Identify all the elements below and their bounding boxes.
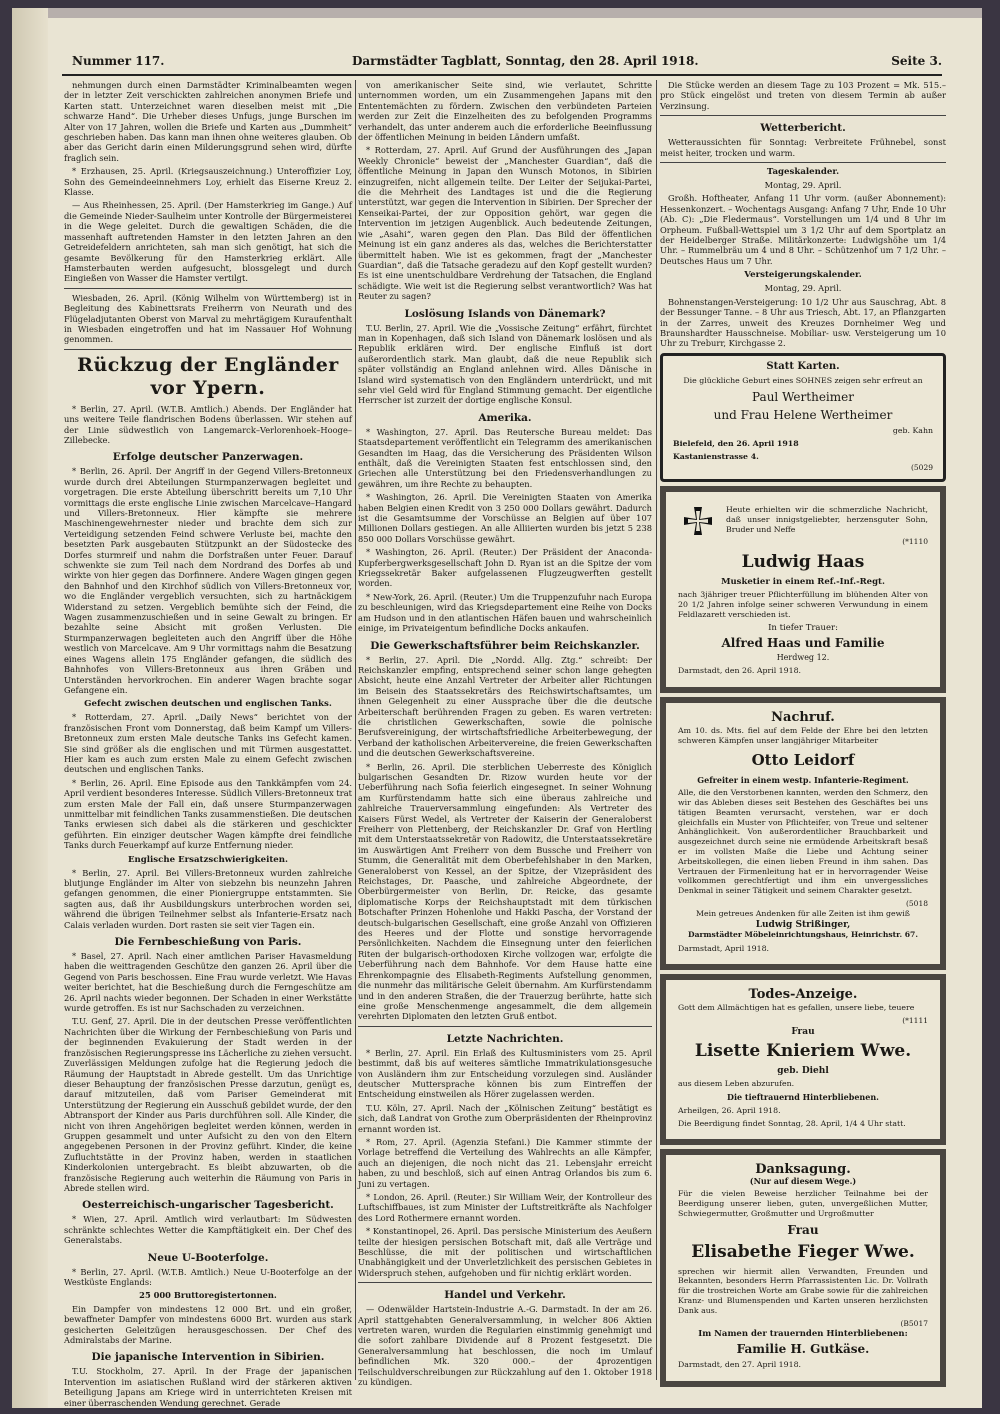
ad-firm: Darmstädter Möbeleinrichtungshaus, Heinrichstr. 67. — [688, 930, 918, 940]
article-text: * Washington, 26. April. Die Vereinigten Staaten von Amerika haben Belgien einen Kredit von 3 250 000 Dollars gewährt. Dadurch ist die Gesamtsumme der Vorschüsse an Belgien auf über 107 Millionen Dollars gestiegen. An alle Alliierten wurden bis jetzt 5 238 850 000 Dollars Vorschüsse gewährt. — [358, 492, 652, 544]
section-heading: Erfolge deutscher Panzerwagen. — [112, 451, 304, 464]
page-binding-edge — [12, 8, 48, 1408]
ad-mourn: In tiefer Trauer: — [768, 622, 838, 633]
birth-announcement — [660, 353, 946, 482]
ad-rank: Gefreiter in einem westp. Infanterie-Regiment. — [697, 774, 909, 785]
ad-name: Otto Leidorf — [751, 750, 855, 769]
ad-number: (5029 — [910, 462, 933, 472]
article-text: * Washington, 26. April. (Reuter.) Der Präsident der Anaconda-Kupferbergwerksgesellschaft John D. Ryan ist an die Spitze der vom Kriegssekretär Baker aufgelassenen Flugzeugwerften gestellt worden. — [358, 547, 652, 589]
article-text: * Basel, 27. April. Nach einer amtlichen Pariser Havasmeldung haben die weittragenden Geschütze den ganzen 26. April über die Gegend von Paris beschossen. Eine Frau wurde verletzt. Wie Havas weiter berichtet, hat die Beschießung durch die Ferngeschütze am 26. April nachts wieder begonnen. Der Schaden in einer Werkstätte wurde getroffen. Es ist nur Sachschaden zu verzeichnen. — [64, 951, 352, 1014]
section-heading: Die Fernbeschießung von Paris. — [114, 936, 302, 949]
article-text: * Berlin, 26. April. Der Angriff in der Gegend Villers-Bretonneux wurde durch drei Abteilungen Sturmpanzerwagen begleitet und vorgetragen. Die erste Abteilung überschritt bereits um 7,10 Uhr vormittags die erste englische Linie zwischen Marcelcave–Hangard und Villers-Bretonneux. Hier kämpfte sie mehrere Maschinengewehrnester nieder und brachte dem sich zur Verteidigung setzenden Feind schwere Verluste bei, machte den besetzten Park ausgebauten Stützpunkt an der Südostecke des Dorfes sturmreif und nahm die Dorfstraßen unter Feuer. Darauf schwenkte sie zum Teil nach dem Nordrand des Dorfes ab und wirkte von hier gegen das Dorfinnere. Andere Wagen gingen gegen den Bahnhof und den Kirchhof südlich von Villers-Bretonneux vor, wo die Engländer vergeblich versuchten, sich zu hartnäckigem Widerstand zu setzen. Vergeblich bemühte sich der Feind, die Wagen zusammenzuschießen und in seine Gewalt zu bringen. Er bezahlte seine Absicht mit großen Verlusten. Die Sturmpanzerwagen begleiteten auch den Angriff über die Höhe westlich von Marcelcave. Am 9 Uhr vormittags nahm die Besatzung eines Wagens allein 175 Engländer gefangen, die südlich des Bahnhofes von Villers-Bretonneux aus ihren Gräben und Unterständen hervorkrochen. Ein anderer Wagen brachte sogar Gefangene ein. — [64, 466, 352, 695]
column-3 — [660, 80, 946, 1380]
tonnage-figure: 25 000 Bruttoregistertonnen. — [139, 1290, 277, 1301]
ad-subtitle: (Nur auf diesem Wege.) — [749, 1175, 857, 1186]
sub-heading: Tageskalender. — [766, 167, 840, 178]
ad-place: Darmstadt, April 1918. — [678, 943, 770, 953]
article-text: T.U. Stockholm, 27. April. In der Frage der japanischen Intervention im asiatischen Rußland wird der stärkeren aktiven Beteiligung Japans am Kriege wird in unterrichteten Kreisen mit einer überraschenden Wendung gerechnet. Gerade — [64, 1366, 352, 1408]
ad-text: nach 3jähriger treuer Pflichterfüllung im blühenden Alter von 20 1/2 Jahren infolge seiner schweren Verwundung in einem Feldlazarett verschieden ist. — [678, 590, 928, 619]
article-text: * Rotterdam, 27. April. Auf Grund der Ausführungen des „Japan Weekly Chronicle“ beweist der „Manchester Guardian“, daß die öffentliche Meinung in Japan den Wunsch Motonos, in Sibirien einzugreifen, nicht allgemein teilte. Der Leiter der Seijukai-Partei, die die Mehrheit des Landtages ist und die die Regierung unterstützt, war gegen die Intervention in Sibirien. Der Sprecher der Kenseikai-Partei, der zur Opposition gehört, war gegen die Intervention im jetzigen Augenblick. Auch bedeutende Zeitungen, wie „Asahi“, waren gegen den Plan. Das Bild der öffentlichen Meinung ist ein ganz anderes als das, welches die Berichterstatter übermittelt haben. Wie ist es gekommen, fragt der „Manchester Guardian“, daß die Tatsache geradezu auf den Kopf gestellt wurden? Es ist eine unentschuldbare Verdrehung der Tatsachen, die England schädigte. Wie weit ist die Regierung selbst verantwortlich? Was hat Reuter zu sagen? — [358, 145, 652, 302]
ad-mourn: Im Namen der trauernden Hinterbliebenen: — [698, 1328, 908, 1339]
article-text: * Berlin, 26. April. Eine Episode aus den Tankkämpfen vom 24. April verdient besonderes Interesse. Südlich Villers-Bretonneux trat zum ersten Male der Fall ein, daß unsere Sturmpanzerwagen unmittelbar mit feindlichen Tanks zusammenstießen. Die deutschen Tanks erwiesen sich dabei als die stärkeren und geschickter geführten. Ein einziger deutscher Wagen kämpfte drei feindliche Tanks durch Feuerkampf auf kurze Entfernung nieder. — [64, 777, 352, 851]
article-text: Die Stücke werden an diesem Tage zu 103 Prozent = Mk. 515.– pro Stück eingelöst und treten von diesem Termin ab außer Verzinsung. — [660, 80, 946, 111]
article-text: Großh. Hoftheater, Anfang 11 Uhr vorm. (außer Abonnement): Hessenkonzert. – Wochentags Ausgang: Anfang 7 Uhr, Ende 10 Uhr (Ab. C): „Die Fledermaus“. Vorstellungen um 1/4 und 8 Uhr im Orpheum. Fußball-Wettspiel um 3 1/2 Uhr auf dem Sportplatz an der Heidelberger Straße. Militärkonzerte: Ludwigshöhe um 1/4 Uhr. – Rummelbräu um 4 und 8 Uhr. – Schützenhof um 7 1/2 Uhr. – Deutsches Haus um 7 Uhr. — [660, 193, 946, 266]
page-header — [62, 54, 942, 74]
ad-place: Bielefeld, den 26. April 1918 — [673, 438, 799, 448]
article-text: * Berlin, 27. April. (W.T.B. Amtlich.) Neue U-Booterfolge an der Westküste Englands: — [64, 1266, 352, 1287]
column-divider — [355, 80, 356, 1380]
ad-burial: Die Beerdigung findet Sonntag, 28. April, 1/4 4 Uhr statt. — [678, 1118, 906, 1128]
masthead-date: Darmstädter Tagblatt, Sonntag, den 28. April 1918. — [352, 54, 699, 68]
ad-street: Herdweg 12. — [776, 652, 830, 662]
ad-text: Für die vielen Beweise herzlicher Teilnahme bei der Beerdigung unserer lieben, guten, unvergeßlichen Mutter, Schwiegermutter, Großmutter und Urgroßmutter — [678, 1189, 928, 1218]
ad-address: Kastanienstrasse 4. — [673, 452, 759, 462]
ad-number: (5018 — [905, 898, 928, 908]
ad-place: Arheilgen, 26. April 1918. — [678, 1105, 781, 1115]
article-text: T.U. Berlin, 27. April. Wie die „Vossische Zeitung“ erfährt, fürchtet man in Kopenhagen, daß sich Island von Dänemark loslösen und als Republik erklären wird. Der englische Einfluß ist dort außerordentlich stark. Man glaubt, daß die neue Republik sich später vollständig an England anlehnen wird. Alles Dänische in Island wird systematisch von den Engländern unterdrückt, und mit sehr viel Geld wird für England Stimmung gemacht. Der eigentliche Herrscher ist zurzeit der dortige englische Konsul. — [358, 322, 652, 406]
divider — [64, 349, 352, 350]
obituary-leidorf — [660, 697, 946, 970]
section-heading: Oesterreichisch-ungarischer Tagesbericht. — [82, 1199, 334, 1212]
article-text: * Berlin, 27. April. Ein Erlaß des Kultusministers vom 25. April bestimmt, daß bis auf weiteres sämtliche Immatrikulationsgesuche von Ausländern ihm zur Entscheidung vorzulegen sind. Ausländer deutscher Muttersprache können bis zum Eintreffen der Entscheidung einstweilen als Hörer zugelassen werden. — [358, 1047, 652, 1100]
section-heading: Wetterbericht. — [760, 122, 846, 135]
ad-rank: Musketier in einem Ref.-Inf.-Regt. — [721, 576, 885, 587]
header-rule — [62, 74, 942, 76]
section-heading: Neue U-Booterfolge. — [147, 1251, 269, 1264]
article-text: T.U. Genf, 27. April. Die in der deutschen Presse veröffentlichten Nachrichten über die Wirkung der Fernbeschießung von Paris und der beginnenden Evakuierung der Stadt werden in der französischen Regierungspresse ins Lächerliche zu ziehen versucht. Zuverlässigen Meldungen zufolge hat die Regierung jedoch die Räumung der Hauptstadt in Abrede gestellt. Um das Unrichtige dieser Behauptung der französischen Presse darzutun, genügt es, darauf mitzuteilen, daß vom Pariser Gemeinderat mit Unterstützung der Regierung ein Ausschuß gebildet wurde, der den Abtransport der Kinder aus Paris durchführen soll. Alle Kinder, die nicht von ihren Angehörigen begleitet werden können, werden in Gruppen gesammelt und unter Aufsicht zu den von den Eltern angegebenen Personen in der Provinz geführt. Kinder, die keine Zufluchtstätte in der Provinz haben, werden in staatlichen Kinderkolonien untergebracht. Es bleibt abzuwarten, ob die französische Regierung auch weiterhin die Räumung von Paris in Abrede stellen wird. — [64, 1016, 352, 1193]
ad-title: Todes-Anzeige. — [748, 986, 858, 1002]
divider — [660, 115, 946, 116]
article-text: Wiesbaden, 26. April. (König Wilhelm von Württemberg) ist in Begleitung des Kabinettsrats Freiherrn von Neurath und des Flügeladjutanten Oberst von Marval zu mehrtägigem Kuraufenthalt in Wiesbaden eingetroffen und hat im Nassauer Hof Wohnung genommen. — [64, 292, 352, 345]
article-text: * Berlin, 27. April. (W.T.B. Amtlich.) Abends. Der Engländer hat uns weitere Teile flandrischen Bodens überlassen. Wir stehen auf der Linie südwestlich von Langemarck–Verlorenhoek–Hooge–Zillebecke. — [64, 403, 352, 445]
sub-heading: Versteigerungskalender. — [744, 270, 862, 281]
newspaper-page — [12, 8, 982, 1408]
article-text: T.U. Köln, 27. April. Nach der „Kölnischen Zeitung“ bestätigt es sich, daß Landrat von Grothe zum Oberpräsidenten der Rheinprovinz ernannt worden ist. — [358, 1102, 652, 1134]
divider — [660, 162, 946, 163]
ad-number: (*1110 — [902, 537, 928, 547]
ad-text: Die glückliche Geburt eines SOHNES zeigen sehr erfreut an — [683, 376, 923, 386]
column-divider — [656, 80, 657, 1380]
ad-mourn: Die tieftrauernd Hinterbliebenen. — [727, 1092, 879, 1103]
ad-text: Heute erhielten wir die schmerzliche Nachricht, daß unser innigstgeliebter, herzensguter Sohn, Bruder und Neffe — [726, 504, 928, 534]
section-heading: Amerika. — [478, 411, 532, 424]
article-text: * Konstantinopel, 26. April. Das persische Ministerium des Aeußern teilte der hiesigen persischen Botschaft mit, daß alle Verträge und Beschlüsse, die mit der politischen und wirtschaftlichen Unabhängigkeit und der Unverletzlichkeit des persischen Gebietes in Widerspruch stehen, aufgehoben und für nichtig erklärt worden. — [358, 1226, 652, 1278]
ad-name: Paul Wertheimer — [752, 389, 854, 404]
ad-title: Nachruf. — [771, 709, 835, 725]
ad-family: Familie H. Gutkäse. — [736, 1342, 870, 1357]
divider — [358, 1282, 652, 1283]
divider — [358, 1026, 652, 1027]
thank-you-notice — [660, 1149, 946, 1386]
ad-born: geb. Diehl — [777, 1065, 829, 1076]
article-text: von amerikanischer Seite sind, wie verlautet, Schritte unternommen worden, um ein Zusammengehen Japans mit den Ententemächten zu fördern. Zwischen den verbündeten Parteien werden zur Zeit die Einzelheiten des zu befolgenden Programms verhandelt, das unter anderem auch die erforderliche Beeinflussung der öffentlichen Meinung in beiden Ländern umfaßt. — [358, 80, 652, 143]
ad-title: Statt Karten. — [766, 360, 840, 372]
iron-cross-icon — [678, 505, 718, 545]
article-text: * Washington, 27. April. Das Reutersche Bureau meldet: Das Staatsdepartement veröffentlicht ein Telegramm des amerikanischen Gesandten im Haag, das die Versicherung des Präsidenten Wilson enthält, daß die Vereinigten Staaten fest entschlossen sind, den Griechen alle Unterstützung bei den Friedensverhandlungen zu gewähren, um ihre Rechte zu behaupten. — [358, 426, 652, 489]
calendar-date: Montag, 29. April. — [764, 283, 842, 294]
ad-place: Darmstadt, den 26. April 1918. — [678, 666, 802, 676]
article-text: * Erzhausen, 25. April. (Kriegsauszeichnung.) Unteroffizier Loy, Sohn des Gemeindeeinnehmers Loy, erhielt das Eiserne Kreuz 2. Klasse. — [64, 166, 352, 198]
article-text: nehmungen durch einen Darmstädter Kriminalbeamten wegen der in letzter Zeit verschickten zahlreichen anonymen Briefe und Karten statt. Unterzeichnet waren dieselben meist mit „Die schwarze Hand“. Die Urheber dieses Unfugs, junge Burschen im Alter von 17 Jahren, wollen die Briefe und Karten aus „Dummheit“ geschrieben haben. Das kann man ihnen ohne weiteres glauben. Ob aber das Gericht darin einen Milderungsgrund sehen wird, dürfte fraglich sein. — [64, 80, 352, 163]
section-heading: Die Gewerkschaftsführer beim Reichskanzler. — [370, 639, 640, 652]
sub-heading: Englische Ersatzschwierigkeiten. — [127, 854, 289, 865]
ad-text: sprechen wir hiermit allen Verwandten, Freunden und Bekannten, besonders Herrn Pfarrassistenten Lic. Dr. Vollrath für die trostreichen Worte am Grabe sowie für die zahlreichen Kranz- und Blumenspenden und Karten unseren herzlichsten Dank aus. — [678, 1266, 928, 1315]
calendar-date: Montag, 29. April. — [764, 180, 842, 191]
ad-name: und Frau Helene Wertheimer — [713, 407, 893, 422]
ad-born: geb. Kahn — [892, 425, 933, 435]
ad-name: Ludwig Haas — [741, 551, 865, 572]
article-text: * Wien, 27. April. Amtlich wird verlautbart: Im Südwesten schränkte schlechtes Wetter die Kampftätigkeit ein. Der Chef des Generalstabs. — [64, 1214, 352, 1246]
article-text: * Berlin, 26. April. Die sterblichen Ueberreste des Königlich bulgarischen Gesandten Dr. Rizow wurden heute vor der Ueberführung nach Sofia feierlich eingesegnet. In seiner Wohnung am Kurfürstendamm hatte sich eine überaus zahlreiche und zahlreiche Trauerversammlung eingefunden: Als Vertreter des Kaisers Fürst Wedel, als Vertreter der Kaiserin der Generaloberst Freiherr von Plettenberg, der Reichskanzler Dr. Graf von Hertling mit dem Unterstaatssekretär von Radowitz, die Unterstaatssekretäre im Auswärtigen Amt Freiherr von dem Bussche und Freiherr von Stumm, die Generalität mit dem Oberbefehlshaber in den Marken, Generaloberst von Kessel, an der Spitze, der Vizepräsident des Reichstages, Dr. Paasche, und zahlreiche Abgeordnete, der Oberbürgermeister von Berlin, Dr. Reicke, das gesamte diplomatische Korps der Reichshauptstadt mit dem türkischen Botschafter Prinzen Hohenlohe und Hakki Pascha, der Vorstand der deutsch-bulgarischen Gesellschaft, eine große Anzahl von Offizieren des Heeres und der Flotte und sonstige hervorragende Persönlichkeiten. Nachdem die Einsegnung unter den feierlichen Riten der bulgarisch-orthodoxen Kirche vollzogen war, erfolgte die Ueberführung nach dem Bahnhofe. Vor dem Hause hatte eine Ehrenkompagnie des Elisabeth-Regiments Aufstellung genommen, die nunmehr das militärische Geleit übernahm. Am Kurfürstendamm und in den anderen Straßen, die der Trauerzug berührte, hatte sich eine große Menschenmenge angesammelt, die dem allgemein verehrten Diplomaten den letzten Gruß entbot. — [358, 761, 652, 1022]
death-notice-knieriem — [660, 974, 946, 1145]
ad-text: aus diesem Leben abzurufen. — [678, 1079, 795, 1089]
ad-title: Danksagung. — [755, 1162, 851, 1178]
ad-frau: Frau — [787, 1222, 819, 1237]
article-text: * Berlin, 27. April. Die „Nordd. Allg. Ztg.“ schreibt: Der Reichskanzler empfing, entsprechend seiner schon lange gehegten Absicht, heute eine Anzahl Vertreter der Arbeiter aller Richtungen im Beisein des Staatssekretärs des Reichswirtschaftsamtes, um ihnen Gelegenheit zu einer Aussprache über die die deutsche Arbeiterschaft berührenden Fragen zu geben. Es waren vertreten: die christlichen Gewerkschaften, sowie die polnische Berufsvereinigung, der wirtschaftsfriedliche Arbeiterbewegung, der Verband der katholischen Arbeitervereine, die freien Gewerkschaften und die deutschen Gewerkschaftsvereine. — [358, 654, 652, 759]
article-text: * Berlin, 27. April. Bei Villers-Bretonneux wurden zahlreiche blutjunge Engländer im Alter von siebzehn bis neunzehn Jahren gefangen genommen, die einer Pioniergruppe entstammten. Sie sagten aus, daß ihr Ausbildungskurs unterbrochen worden sei, während die übrigen Teilnehmer selbst als Infanterie-Ersatz nach Calais verladen wurden. Dort rasten sie seit vier Tagen ein. — [64, 867, 352, 930]
article-text: — Aus Rheinhessen, 25. April. (Der Hamsterkrieg im Gange.) Auf die Gemeinde Nieder-Saulheim unter Kontrolle der Bürgermeisterei in die Wege geleitet. Durch die gewaltigen Schäden, die die massenhaft auftretenden Hamster in den letzten Jahren an den Getreidefeldern anrichteten, sah man sich genötigt, hat sich die gesamte Bevölkerung für den Hamsterkrieg erklärt. Alle Hamsterbauten werden aufgesucht, blossgelegt und durch Eingießen von Wasser die Hamster vertilgt. — [64, 200, 352, 284]
page-number: Seite 3. — [891, 54, 942, 68]
ad-name: Lisette Knieriem Wwe. — [694, 1040, 912, 1061]
article-text: Ein Dampfer von mindestens 12 000 Brt. und ein großer, bewaffneter Dampfer von mindestens 6000 Brt. wurden aus stark gesicherten Geleitzügen herausgeschossen. Der Chef des Admiralstabs der Marine. — [64, 1303, 352, 1346]
ad-text: Am 10. ds. Mts. fiel auf dem Felde der Ehre bei den letzten schweren Kämpfen unser langjähriger Mitarbeiter — [678, 726, 928, 745]
ad-number: (*1111 — [902, 1016, 928, 1026]
top-border — [12, 8, 982, 18]
section-heading: Letzte Nachrichten. — [446, 1032, 564, 1045]
ad-place: Darmstadt, den 27. April 1918. — [678, 1360, 802, 1370]
death-notice-haas — [660, 486, 946, 693]
article-text: * Rotterdam, 27. April. „Daily News“ berichtet von der französischen Front vom Donnerstag, daß beim Kampf um Villers-Bretonneux zum ersten Male deutsche Tanks ins Gefecht kamen. Sie sind größer als die englischen und mit Türmen ausgestattet. Hier kam es auch zum ersten Male zu einem Gefecht zwischen deutschen und englischen Tanks. — [64, 712, 352, 775]
column-2 — [358, 80, 652, 1388]
ad-text: Gott dem Allmächtigen hat es gefallen, unsere liebe, teuere — [678, 1003, 915, 1013]
article-text: * Rom, 27. April. (Agenzia Stefani.) Die Kammer stimmte der Vorlage betreffend die Verteilung des Wahlrechts an alle Kämpfer, auch an diejenigen, die noch nicht das 21. Lebensjahr erreicht haben, zu und beschloß, sich auf einen Antrag Orlandos bis zum 6. Juni zu vertagen. — [358, 1136, 652, 1189]
section-heading: Die japanische Intervention in Sibirien. — [91, 1351, 325, 1364]
ad-number: (B5017 — [900, 1318, 928, 1328]
ad-name: Elisabethe Fieger Wwe. — [691, 1241, 915, 1262]
section-heading: Loslösung Islands von Dänemark? — [404, 307, 606, 320]
column-1 — [64, 80, 352, 1408]
headline: Rückzug der Engländer vor Ypern. — [77, 353, 339, 399]
article-text: * New-York, 26. April. (Reuter.) Um die Truppenzufuhr nach Europa zu beschleunigen, wird das Kriegsdepartement eine Reihe von Docks am Hudson und in den atlantischen Häfen bauen und wahrscheinlich einige, im Privateigentum befindliche Docks ankaufen. — [358, 591, 652, 634]
divider — [64, 288, 352, 289]
ad-frau: Frau — [791, 1026, 815, 1037]
ad-family: Alfred Haas und Familie — [721, 635, 885, 650]
article-text: * London, 26. April. (Reuter.) Sir William Weir, der Kontrolleur des Luftschiffbaues, ist zum Minister der Luftstreitkräfte als Nachfolger des Lord Rothermere ernannt worden. — [358, 1192, 652, 1223]
article-text: — Odenwälder Hartstein-Industrie A.-G. Darmstadt. In der am 26. April stattgehabten Generalversammlung, in welcher 806 Aktien vertreten waren, wurden die Regularien einstimmig genehmigt und die sofort zahlbare Dividende auf 8 Prozent festgesetzt. Die Generalversammlung hat beschlossen, die noch im Umlauf befindlichen Mk. 320 000.– der 4prozentigen Teilschuldverschreibungen zur Rückzahlung auf den 1. Oktober 1918 zu kündigen. — [358, 1304, 652, 1388]
issue-number: Nummer 117. — [72, 54, 165, 68]
article-text: Bohnenstangen-Versteigerung: 10 1/2 Uhr aus Sauschrag, Abt. 8 der Bessunger Tanne. – 8 Uhr aus Triesch, Abt. 17, an Pflanzgarten in der Zarres, unweit des Kreuzes Dornheimer Weg und Braunshardter Hausschneise. Mobiliar- usw. Versteigerung um 10 Uhr zu Treburr, Kirchgasse 2. — [660, 296, 946, 349]
ad-text: Alle, die den Verstorbenen kannten, werden den Schmerz, den wir das Ableben dieses seit Bestehen des Geschäftes bei uns tätigen Beamten verursacht, verstehen, war er doch gleichfalls ein Muster von Pflichteifer, von Treue und seltener Anhänglichkeit. Von außerordentlicher Brauchbarkeit und ausgezeichnet durch seine nie ermüdende Arbeitskraft besaß er im vollsten Maße die Liebe und Achtung seiner Arbeitskollegen, die einen lieben Freund in ihm sahen. Das Vertrauen der Firmenleitung hat er in hervorragender Weise vollkommen gerechtfertigt und ihm ein unvergessliches Denkmal in seiner Tätigkeit und seinem Charakter gesetzt. — [678, 788, 928, 896]
ad-family: Ludwig Strißinger, — [755, 919, 851, 930]
section-heading: Handel und Verkehr. — [444, 1289, 566, 1302]
ad-mourn: Mein getreues Andenken für alle Zeiten ist ihm gewiß — [696, 909, 910, 919]
article-text: Wetteraussichten für Sonntag: Verbreitete Frühnebel, sonst meist heiter, trocken und warm. — [660, 137, 946, 158]
sub-heading: Gefecht zwischen deutschen und englischen Tanks. — [84, 699, 332, 710]
